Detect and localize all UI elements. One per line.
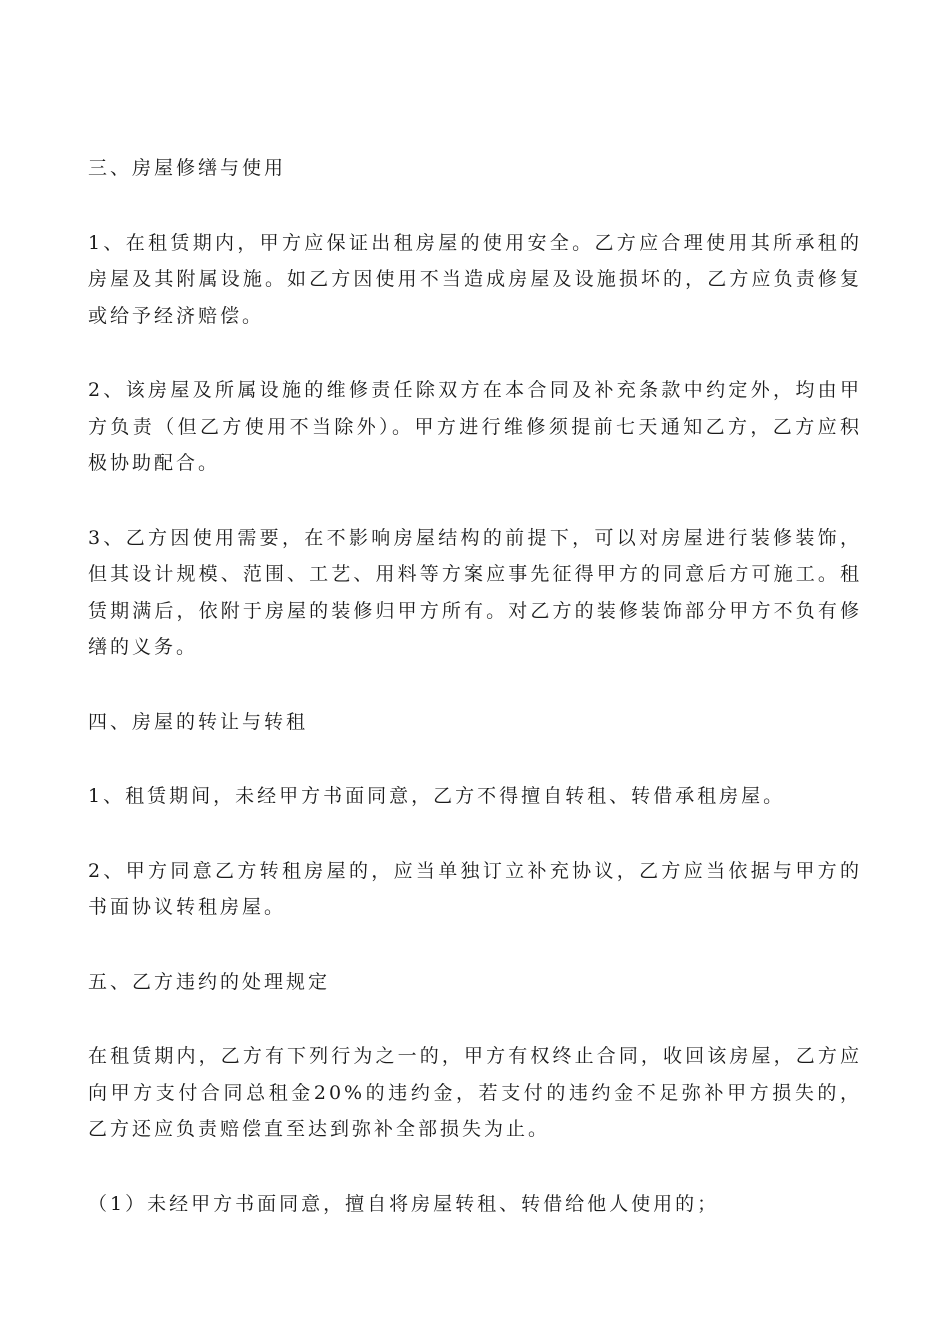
section-5-paragraph-1: 在租赁期内，乙方有下列行为之一的，甲方有权终止合同，收回该房屋，乙方应向甲方支付合同总租金20%的违约金，若支付的违约金不足弥补甲方损失的，乙方还应负责赔偿直至达到弥补全部损失为止。 — [88, 1045, 862, 1140]
section-4-paragraph-2: 2、甲方同意乙方转租房屋的，应当单独订立补充协议，乙方应当依据与甲方的书面协议转租房屋。 — [88, 859, 862, 918]
section-3-paragraph-2: 2、该房屋及所属设施的维修责任除双方在本合同及补充条款中约定外，均由甲方负责（但乙方使用不当除外）。甲方进行维修须提前七天通知乙方，乙方应积极协助配合。 — [88, 379, 862, 474]
section-3-paragraph-3: 3、乙方因使用需要，在不影响房屋结构的前提下，可以对房屋进行装修装饰，但其设计规模、范围、工艺、用料等方案应事先征得甲方的同意后方可施工。租赁期满后，依附于房屋的装修归甲方所有。对乙方的装修装饰部分甲方不负有修缮的义务。 — [88, 526, 862, 658]
section-3-paragraph-1: 1、在租赁期内，甲方应保证出租房屋的使用安全。乙方应合理使用其所承租的房屋及其附属设施。如乙方因使用不当造成房屋及设施损坏的，乙方应负责修复或给予经济赔偿。 — [88, 231, 862, 327]
document-page — [88, 150, 862, 1260]
section-3-heading: 三、房屋修缮与使用 — [88, 157, 287, 179]
section-4-paragraph-1: 1、租赁期间，未经甲方书面同意，乙方不得擅自转租、转借承租房屋。 — [88, 785, 786, 807]
section-4-heading: 四、房屋的转让与转租 — [88, 710, 309, 733]
section-5-heading: 五、乙方违约的处理规定 — [88, 970, 331, 993]
section-5-list-item-1: （1）未经甲方书面同意，擅自将房屋转租、转借给他人使用的； — [88, 1192, 720, 1215]
